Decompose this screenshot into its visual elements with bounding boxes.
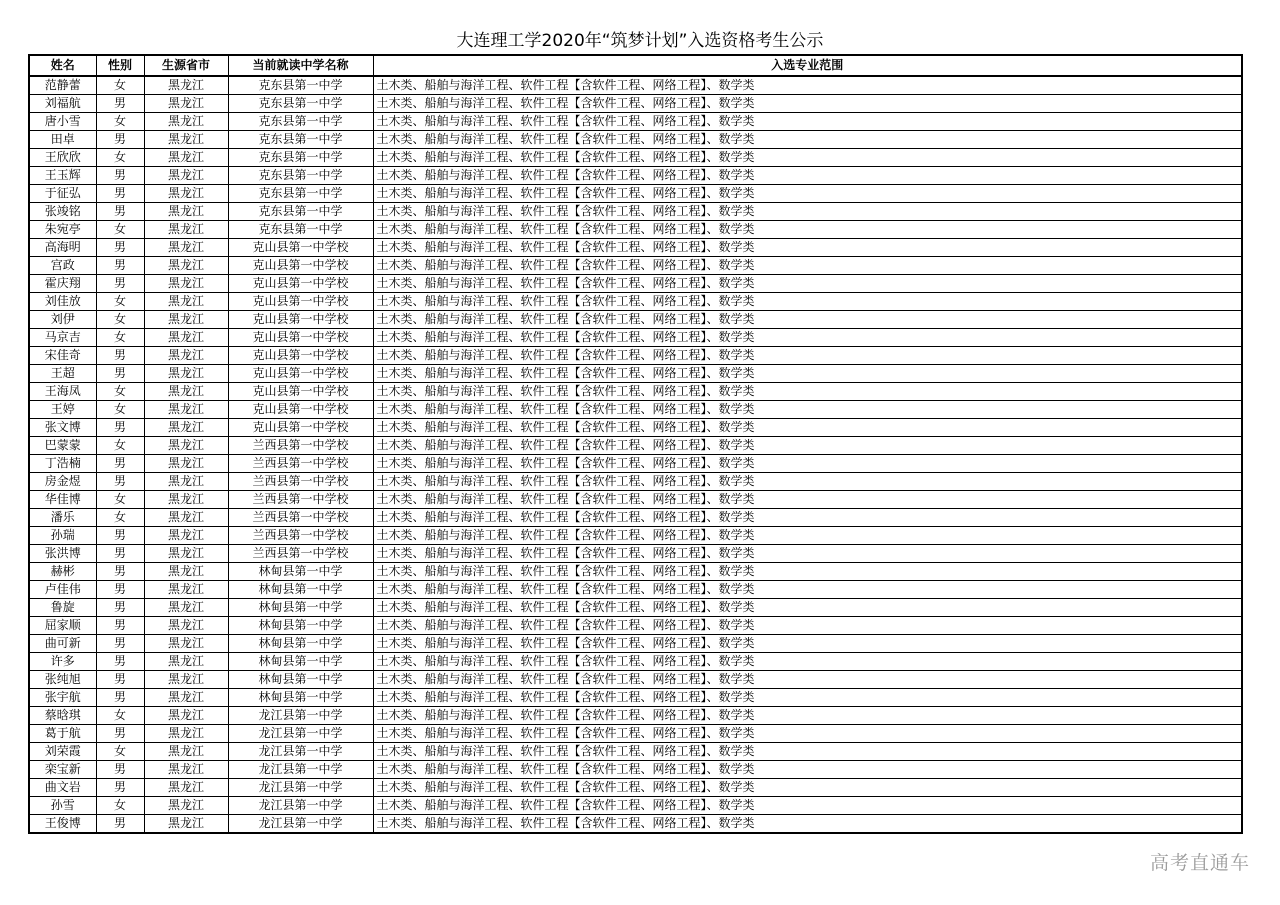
cell-name: 于征弘 — [29, 185, 96, 203]
cell-school: 克东县第一中学 — [228, 76, 373, 95]
cell-school: 龙江县第一中学 — [228, 743, 373, 761]
cell-school: 兰西县第一中学校 — [228, 491, 373, 509]
cell-name: 刘伊 — [29, 311, 96, 329]
cell-school: 龙江县第一中学 — [228, 725, 373, 743]
cell-province: 黑龙江 — [144, 131, 228, 149]
cell-school: 克东县第一中学 — [228, 131, 373, 149]
cell-province: 黑龙江 — [144, 347, 228, 365]
cell-major-scope: 土木类、船舶与海洋工程、软件工程【含软件工程、网络工程】、数学类 — [373, 131, 1242, 149]
cell-major-scope: 土木类、船舶与海洋工程、软件工程【含软件工程、网络工程】、数学类 — [373, 95, 1242, 113]
cell-province: 黑龙江 — [144, 527, 228, 545]
cell-gender: 女 — [96, 707, 144, 725]
cell-gender: 女 — [96, 293, 144, 311]
cell-major-scope: 土木类、船舶与海洋工程、软件工程【含软件工程、网络工程】、数学类 — [373, 113, 1242, 131]
cell-name: 宫政 — [29, 257, 96, 275]
table-row — [29, 131, 1242, 149]
cell-gender: 男 — [96, 239, 144, 257]
cell-major-scope: 土木类、船舶与海洋工程、软件工程【含软件工程、网络工程】、数学类 — [373, 491, 1242, 509]
cell-school: 克山县第一中学校 — [228, 365, 373, 383]
cell-gender: 女 — [96, 76, 144, 95]
cell-major-scope: 土木类、船舶与海洋工程、软件工程【含软件工程、网络工程】、数学类 — [373, 797, 1242, 815]
cell-name: 朱宛亭 — [29, 221, 96, 239]
cell-gender: 女 — [96, 401, 144, 419]
cell-major-scope: 土木类、船舶与海洋工程、软件工程【含软件工程、网络工程】、数学类 — [373, 635, 1242, 653]
cell-name: 房金煜 — [29, 473, 96, 491]
table-row — [29, 401, 1242, 419]
cell-province: 黑龙江 — [144, 563, 228, 581]
cell-gender: 男 — [96, 473, 144, 491]
cell-province: 黑龙江 — [144, 797, 228, 815]
cell-name: 许多 — [29, 653, 96, 671]
cell-province: 黑龙江 — [144, 221, 228, 239]
cell-gender: 男 — [96, 95, 144, 113]
cell-province: 黑龙江 — [144, 401, 228, 419]
cell-province: 黑龙江 — [144, 257, 228, 275]
cell-province: 黑龙江 — [144, 725, 228, 743]
cell-name: 曲文岩 — [29, 779, 96, 797]
cell-major-scope: 土木类、船舶与海洋工程、软件工程【含软件工程、网络工程】、数学类 — [373, 383, 1242, 401]
cell-gender: 女 — [96, 149, 144, 167]
table-row — [29, 419, 1242, 437]
table-row — [29, 239, 1242, 257]
cell-province: 黑龙江 — [144, 509, 228, 527]
table-row — [29, 221, 1242, 239]
table-row — [29, 149, 1242, 167]
table-row — [29, 329, 1242, 347]
cell-name: 霍庆翔 — [29, 275, 96, 293]
cell-province: 黑龙江 — [144, 437, 228, 455]
table-row — [29, 509, 1242, 527]
cell-school: 龙江县第一中学 — [228, 797, 373, 815]
header-major-scope: 入选专业范围 — [373, 55, 1242, 76]
cell-province: 黑龙江 — [144, 113, 228, 131]
cell-gender: 男 — [96, 617, 144, 635]
table-row — [29, 761, 1242, 779]
cell-province: 黑龙江 — [144, 545, 228, 563]
cell-major-scope: 土木类、船舶与海洋工程、软件工程【含软件工程、网络工程】、数学类 — [373, 743, 1242, 761]
cell-province: 黑龙江 — [144, 473, 228, 491]
cell-school: 克东县第一中学 — [228, 203, 373, 221]
header-school: 当前就读中学名称 — [228, 55, 373, 76]
cell-major-scope: 土木类、船舶与海洋工程、软件工程【含软件工程、网络工程】、数学类 — [373, 293, 1242, 311]
cell-gender: 女 — [96, 383, 144, 401]
cell-province: 黑龙江 — [144, 167, 228, 185]
cell-name: 马京吉 — [29, 329, 96, 347]
cell-gender: 男 — [96, 185, 144, 203]
table-body — [29, 76, 1242, 833]
table-row — [29, 725, 1242, 743]
cell-school: 龙江县第一中学 — [228, 761, 373, 779]
cell-province: 黑龙江 — [144, 95, 228, 113]
cell-gender: 男 — [96, 563, 144, 581]
table-row — [29, 563, 1242, 581]
cell-name: 刘佳放 — [29, 293, 96, 311]
cell-province: 黑龙江 — [144, 653, 228, 671]
cell-gender: 女 — [96, 743, 144, 761]
cell-gender: 男 — [96, 689, 144, 707]
table-row — [29, 689, 1242, 707]
cell-gender: 男 — [96, 167, 144, 185]
watermark-text: 高考直通车 — [1149, 852, 1250, 874]
header-province: 生源省市 — [144, 55, 228, 76]
cell-school: 林甸县第一中学 — [228, 599, 373, 617]
cell-major-scope: 土木类、船舶与海洋工程、软件工程【含软件工程、网络工程】、数学类 — [373, 581, 1242, 599]
cell-gender: 女 — [96, 509, 144, 527]
cell-school: 克山县第一中学校 — [228, 383, 373, 401]
cell-gender: 男 — [96, 761, 144, 779]
cell-school: 兰西县第一中学校 — [228, 455, 373, 473]
table-row — [29, 185, 1242, 203]
cell-province: 黑龙江 — [144, 293, 228, 311]
cell-province: 黑龙江 — [144, 671, 228, 689]
cell-school: 林甸县第一中学 — [228, 563, 373, 581]
table-row — [29, 275, 1242, 293]
cell-gender: 女 — [96, 221, 144, 239]
table-row — [29, 76, 1242, 95]
cell-gender: 男 — [96, 599, 144, 617]
cell-school: 龙江县第一中学 — [228, 707, 373, 725]
cell-school: 林甸县第一中学 — [228, 635, 373, 653]
cell-school: 林甸县第一中学 — [228, 671, 373, 689]
cell-gender: 男 — [96, 779, 144, 797]
cell-gender: 女 — [96, 437, 144, 455]
cell-major-scope: 土木类、船舶与海洋工程、软件工程【含软件工程、网络工程】、数学类 — [373, 509, 1242, 527]
cell-school: 龙江县第一中学 — [228, 815, 373, 834]
table-row — [29, 95, 1242, 113]
table-row — [29, 383, 1242, 401]
cell-province: 黑龙江 — [144, 203, 228, 221]
cell-province: 黑龙江 — [144, 76, 228, 95]
cell-school: 克山县第一中学校 — [228, 311, 373, 329]
cell-province: 黑龙江 — [144, 275, 228, 293]
cell-name: 宋佳奇 — [29, 347, 96, 365]
table-row — [29, 797, 1242, 815]
cell-province: 黑龙江 — [144, 689, 228, 707]
cell-school: 龙江县第一中学 — [228, 779, 373, 797]
cell-name: 张纯旭 — [29, 671, 96, 689]
cell-major-scope: 土木类、船舶与海洋工程、软件工程【含软件工程、网络工程】、数学类 — [373, 473, 1242, 491]
cell-school: 克山县第一中学校 — [228, 419, 373, 437]
cell-province: 黑龙江 — [144, 311, 228, 329]
cell-province: 黑龙江 — [144, 599, 228, 617]
cell-name: 鲁旋 — [29, 599, 96, 617]
cell-province: 黑龙江 — [144, 707, 228, 725]
cell-gender: 男 — [96, 365, 144, 383]
cell-school: 林甸县第一中学 — [228, 581, 373, 599]
cell-major-scope: 土木类、船舶与海洋工程、软件工程【含软件工程、网络工程】、数学类 — [373, 815, 1242, 834]
cell-name: 高海明 — [29, 239, 96, 257]
cell-province: 黑龙江 — [144, 581, 228, 599]
cell-name: 王超 — [29, 365, 96, 383]
cell-major-scope: 土木类、船舶与海洋工程、软件工程【含软件工程、网络工程】、数学类 — [373, 149, 1242, 167]
cell-name: 丁浩楠 — [29, 455, 96, 473]
table-row — [29, 347, 1242, 365]
cell-school: 克东县第一中学 — [228, 167, 373, 185]
header-row — [29, 55, 1242, 76]
table-row — [29, 743, 1242, 761]
cell-province: 黑龙江 — [144, 383, 228, 401]
cell-province: 黑龙江 — [144, 635, 228, 653]
table-row — [29, 455, 1242, 473]
cell-gender: 男 — [96, 725, 144, 743]
cell-school: 克东县第一中学 — [228, 149, 373, 167]
cell-school: 克山县第一中学校 — [228, 329, 373, 347]
cell-name: 田卓 — [29, 131, 96, 149]
table-row — [29, 707, 1242, 725]
document-title: 大连理工学2020年“筑梦计划”入选资格考生公示 — [456, 31, 824, 51]
cell-major-scope: 土木类、船舶与海洋工程、软件工程【含软件工程、网络工程】、数学类 — [373, 563, 1242, 581]
cell-gender: 女 — [96, 113, 144, 131]
cell-name: 栾宝新 — [29, 761, 96, 779]
cell-major-scope: 土木类、船舶与海洋工程、软件工程【含软件工程、网络工程】、数学类 — [373, 725, 1242, 743]
cell-school: 林甸县第一中学 — [228, 689, 373, 707]
cell-name: 刘荣霞 — [29, 743, 96, 761]
cell-name: 蔡晗琪 — [29, 707, 96, 725]
cell-gender: 男 — [96, 347, 144, 365]
cell-major-scope: 土木类、船舶与海洋工程、软件工程【含软件工程、网络工程】、数学类 — [373, 437, 1242, 455]
cell-major-scope: 土木类、船舶与海洋工程、软件工程【含软件工程、网络工程】、数学类 — [373, 707, 1242, 725]
table-row — [29, 527, 1242, 545]
cell-gender: 男 — [96, 257, 144, 275]
cell-major-scope: 土木类、船舶与海洋工程、软件工程【含软件工程、网络工程】、数学类 — [373, 365, 1242, 383]
cell-gender: 男 — [96, 275, 144, 293]
table-header — [29, 55, 1242, 76]
header-name: 姓名 — [29, 55, 96, 76]
cell-province: 黑龙江 — [144, 815, 228, 834]
cell-major-scope: 土木类、船舶与海洋工程、软件工程【含软件工程、网络工程】、数学类 — [373, 545, 1242, 563]
cell-school: 兰西县第一中学校 — [228, 545, 373, 563]
cell-major-scope: 土木类、船舶与海洋工程、软件工程【含软件工程、网络工程】、数学类 — [373, 455, 1242, 473]
cell-major-scope: 土木类、船舶与海洋工程、软件工程【含软件工程、网络工程】、数学类 — [373, 653, 1242, 671]
cell-school: 兰西县第一中学校 — [228, 473, 373, 491]
cell-province: 黑龙江 — [144, 239, 228, 257]
cell-name: 曲可新 — [29, 635, 96, 653]
cell-gender: 男 — [96, 671, 144, 689]
cell-name: 卢佳伟 — [29, 581, 96, 599]
cell-major-scope: 土木类、船舶与海洋工程、软件工程【含软件工程、网络工程】、数学类 — [373, 347, 1242, 365]
cell-gender: 男 — [96, 131, 144, 149]
table-row — [29, 815, 1242, 834]
cell-major-scope: 土木类、船舶与海洋工程、软件工程【含软件工程、网络工程】、数学类 — [373, 275, 1242, 293]
cell-name: 张洪博 — [29, 545, 96, 563]
cell-major-scope: 土木类、船舶与海洋工程、软件工程【含软件工程、网络工程】、数学类 — [373, 761, 1242, 779]
cell-name: 张竣铭 — [29, 203, 96, 221]
table-row — [29, 257, 1242, 275]
cell-province: 黑龙江 — [144, 365, 228, 383]
table-row — [29, 545, 1242, 563]
cell-gender: 男 — [96, 527, 144, 545]
table-row — [29, 653, 1242, 671]
cell-province: 黑龙江 — [144, 743, 228, 761]
cell-province: 黑龙江 — [144, 761, 228, 779]
table-row — [29, 473, 1242, 491]
table-row — [29, 599, 1242, 617]
cell-major-scope: 土木类、船舶与海洋工程、软件工程【含软件工程、网络工程】、数学类 — [373, 779, 1242, 797]
table-row — [29, 167, 1242, 185]
cell-school: 克山县第一中学校 — [228, 275, 373, 293]
candidate-table — [28, 54, 1243, 834]
table-row — [29, 581, 1242, 599]
cell-major-scope: 土木类、船舶与海洋工程、软件工程【含软件工程、网络工程】、数学类 — [373, 527, 1242, 545]
table-row — [29, 365, 1242, 383]
cell-name: 唐小雪 — [29, 113, 96, 131]
cell-gender: 男 — [96, 419, 144, 437]
cell-major-scope: 土木类、船舶与海洋工程、软件工程【含软件工程、网络工程】、数学类 — [373, 329, 1242, 347]
cell-name: 王婷 — [29, 401, 96, 419]
cell-school: 兰西县第一中学校 — [228, 527, 373, 545]
cell-major-scope: 土木类、船舶与海洋工程、软件工程【含软件工程、网络工程】、数学类 — [373, 401, 1242, 419]
cell-province: 黑龙江 — [144, 185, 228, 203]
cell-province: 黑龙江 — [144, 779, 228, 797]
cell-school: 林甸县第一中学 — [228, 653, 373, 671]
cell-name: 潘乐 — [29, 509, 96, 527]
cell-gender: 女 — [96, 491, 144, 509]
cell-major-scope: 土木类、船舶与海洋工程、软件工程【含软件工程、网络工程】、数学类 — [373, 221, 1242, 239]
table-row — [29, 491, 1242, 509]
cell-school: 克东县第一中学 — [228, 95, 373, 113]
cell-gender: 男 — [96, 815, 144, 834]
table-row — [29, 635, 1242, 653]
cell-major-scope: 土木类、船舶与海洋工程、软件工程【含软件工程、网络工程】、数学类 — [373, 689, 1242, 707]
cell-province: 黑龙江 — [144, 617, 228, 635]
cell-province: 黑龙江 — [144, 491, 228, 509]
cell-major-scope: 土木类、船舶与海洋工程、软件工程【含软件工程、网络工程】、数学类 — [373, 419, 1242, 437]
cell-major-scope: 土木类、船舶与海洋工程、软件工程【含软件工程、网络工程】、数学类 — [373, 185, 1242, 203]
cell-major-scope: 土木类、船舶与海洋工程、软件工程【含软件工程、网络工程】、数学类 — [373, 617, 1242, 635]
cell-name: 范静蕾 — [29, 76, 96, 95]
cell-name: 葛于航 — [29, 725, 96, 743]
cell-name: 屈家顺 — [29, 617, 96, 635]
cell-name: 张文博 — [29, 419, 96, 437]
cell-name: 巴蒙蒙 — [29, 437, 96, 455]
table-row — [29, 671, 1242, 689]
cell-name: 王玉辉 — [29, 167, 96, 185]
cell-province: 黑龙江 — [144, 149, 228, 167]
cell-province: 黑龙江 — [144, 455, 228, 473]
cell-gender: 男 — [96, 635, 144, 653]
cell-school: 克山县第一中学校 — [228, 293, 373, 311]
table-row — [29, 311, 1242, 329]
cell-school: 克东县第一中学 — [228, 221, 373, 239]
cell-school: 林甸县第一中学 — [228, 617, 373, 635]
cell-gender: 男 — [96, 545, 144, 563]
table-row — [29, 293, 1242, 311]
cell-name: 刘福航 — [29, 95, 96, 113]
cell-name: 王俊博 — [29, 815, 96, 834]
header-gender: 性别 — [96, 55, 144, 76]
cell-name: 孙瑞 — [29, 527, 96, 545]
cell-school: 克东县第一中学 — [228, 113, 373, 131]
cell-major-scope: 土木类、船舶与海洋工程、软件工程【含软件工程、网络工程】、数学类 — [373, 311, 1242, 329]
cell-major-scope: 土木类、船舶与海洋工程、软件工程【含软件工程、网络工程】、数学类 — [373, 239, 1242, 257]
cell-name: 王海凤 — [29, 383, 96, 401]
table-row — [29, 617, 1242, 635]
cell-name: 张宇航 — [29, 689, 96, 707]
cell-major-scope: 土木类、船舶与海洋工程、软件工程【含软件工程、网络工程】、数学类 — [373, 599, 1242, 617]
cell-gender: 男 — [96, 653, 144, 671]
cell-school: 克山县第一中学校 — [228, 401, 373, 419]
cell-name: 华佳博 — [29, 491, 96, 509]
cell-gender: 女 — [96, 329, 144, 347]
cell-gender: 女 — [96, 797, 144, 815]
table-row — [29, 779, 1242, 797]
table-row — [29, 437, 1242, 455]
cell-gender: 男 — [96, 203, 144, 221]
cell-major-scope: 土木类、船舶与海洋工程、软件工程【含软件工程、网络工程】、数学类 — [373, 671, 1242, 689]
table-row — [29, 113, 1242, 131]
cell-gender: 女 — [96, 311, 144, 329]
cell-name: 王欣欣 — [29, 149, 96, 167]
table-row — [29, 203, 1242, 221]
cell-province: 黑龙江 — [144, 329, 228, 347]
cell-gender: 男 — [96, 455, 144, 473]
cell-school: 克山县第一中学校 — [228, 257, 373, 275]
cell-name: 赫彬 — [29, 563, 96, 581]
cell-school: 兰西县第一中学校 — [228, 509, 373, 527]
cell-major-scope: 土木类、船舶与海洋工程、软件工程【含软件工程、网络工程】、数学类 — [373, 257, 1242, 275]
cell-gender: 男 — [96, 581, 144, 599]
cell-major-scope: 土木类、船舶与海洋工程、软件工程【含软件工程、网络工程】、数学类 — [373, 203, 1242, 221]
cell-school: 克东县第一中学 — [228, 185, 373, 203]
cell-school: 克山县第一中学校 — [228, 347, 373, 365]
cell-name: 孙雪 — [29, 797, 96, 815]
cell-school: 克山县第一中学校 — [228, 239, 373, 257]
cell-school: 兰西县第一中学校 — [228, 437, 373, 455]
cell-major-scope: 土木类、船舶与海洋工程、软件工程【含软件工程、网络工程】、数学类 — [373, 76, 1242, 95]
cell-province: 黑龙江 — [144, 419, 228, 437]
cell-major-scope: 土木类、船舶与海洋工程、软件工程【含软件工程、网络工程】、数学类 — [373, 167, 1242, 185]
